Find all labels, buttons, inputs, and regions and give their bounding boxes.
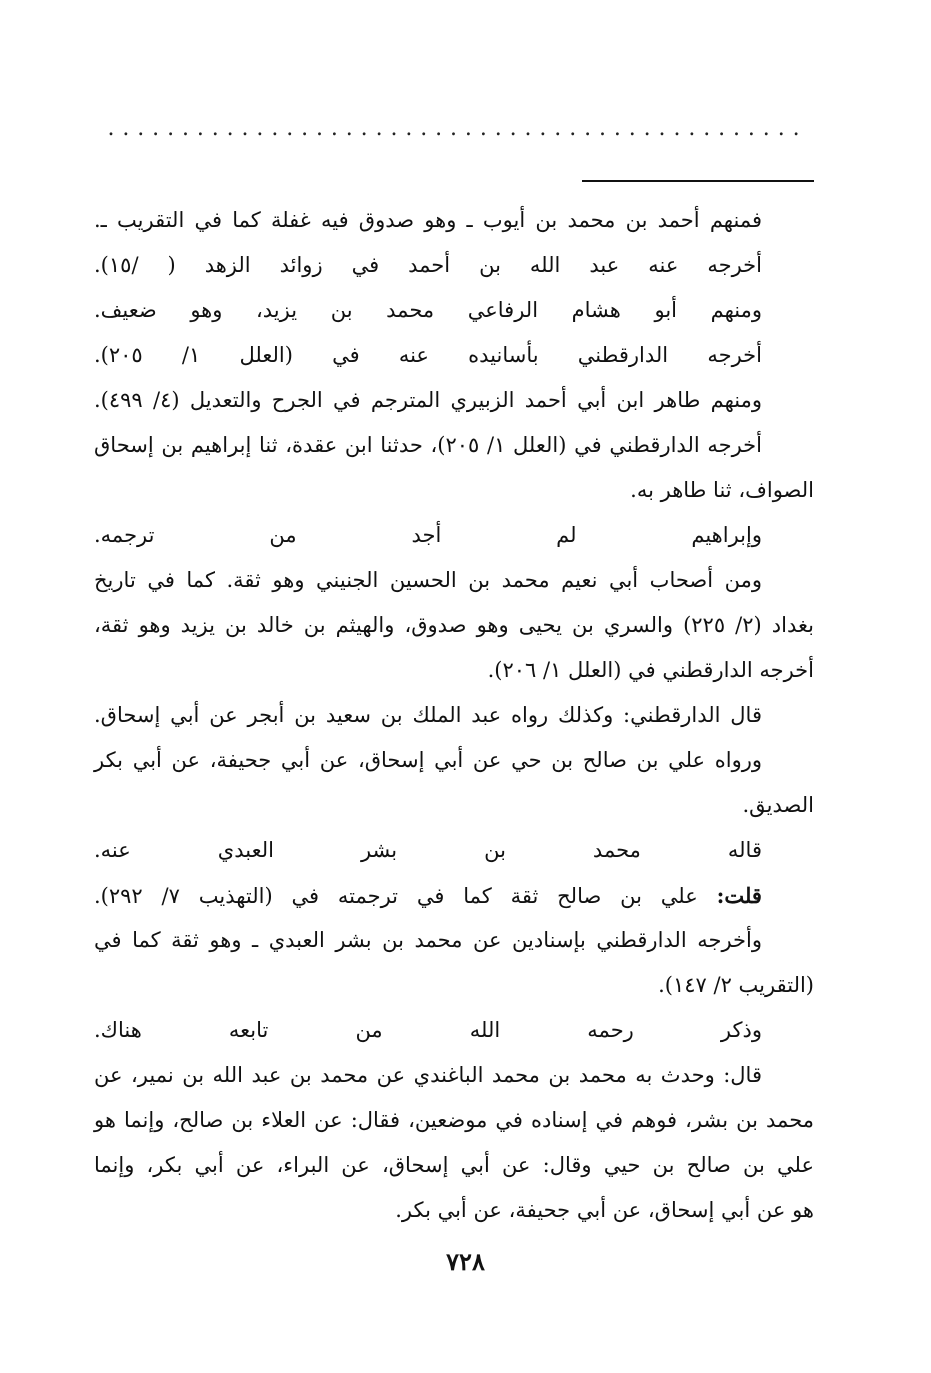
text-line: الصواف، ثنا طاهر به. <box>630 478 814 502</box>
text-line: وإبراهيم لم أجد من ترجمه. <box>94 523 762 547</box>
text-line: هو عن أبي إسحاق، عن أبي جحيفة، عن أبي بكر. <box>395 1198 814 1222</box>
text-span: علي بن صالح ثقة كما في ترجمته في (التهذيب ٧/ ٢٩٢). <box>94 884 717 908</box>
dotted-separator: ............................................... <box>107 116 808 141</box>
text-line: وذكر رحمه الله من تابعه هناك. <box>94 1018 762 1042</box>
text-line: ورواه علي بن صالح بن حي عن أبي إسحاق، عن أبي جحيفة، عن أبي بكر <box>94 748 762 772</box>
text-line: الصديق. <box>742 793 814 817</box>
text-line: بغداد (٢/ ٢٢٥) والسري بن يحيى وهو صدوق، والهيثم بن خالد بن يزيد وهو ثقة، <box>94 613 814 637</box>
text-line: علي بن صالح بن حيي وقال: عن أبي إسحاق، عن البراء، عن أبي بكر، وإنما <box>94 1153 814 1177</box>
text-line: فمنهم أحمد بن محمد بن أيوب ـ وهو صدوق فيه غفلة كما في التقريب ـ. <box>94 208 762 232</box>
text-line-with-lead <box>94 873 814 918</box>
text-line: ومنهم طاهر ابن أبي أحمد الزبيري المترجم في الجرح والتعديل (٤/ ٤٩٩). <box>94 388 762 412</box>
text-line: قاله محمد بن بشر العبدي عنه. <box>94 838 762 862</box>
text-line: قال: وحدث به محمد بن محمد الباغندي عن محمد بن عبد الله بن نمير، عن <box>94 1063 762 1087</box>
text-line: أخرجه الدارقطني في (العلل ١/ ٢٠٦). <box>487 658 814 682</box>
footnote-rule <box>582 180 814 182</box>
text-line: وأخرجه الدارقطني بإسنادين عن محمد بن بشر العبدي ـ وهو ثقة كما في <box>94 928 762 952</box>
text-line: أخرجه الدارقطني في (العلل ١/ ٢٠٥)، حدثنا ابن عقدة، ثنا إبراهيم بن إسحاق <box>94 433 762 457</box>
text-line: ومن أصحاب أبي نعيم محمد بن الحسين الجنيني وهو ثقة. كما في تاريخ <box>94 568 762 592</box>
bold-lead: قلت: <box>716 883 762 908</box>
text-line: (التقريب ٢/ ١٤٧). <box>658 973 814 997</box>
text-line: أخرجه الدارقطني بأسانيده عنه في (العلل ١/ ٢٠٥). <box>94 343 762 367</box>
text-line: قال الدارقطني: وكذلك رواه عبد الملك بن سعيد بن أبجر عن أبي إسحاق. <box>94 703 762 727</box>
page-number: ٧٢٨ <box>446 1247 485 1276</box>
body-text <box>94 198 814 1233</box>
text-line: محمد بن بشر، فوهم في إسناده في موضعين، فقال: عن العلاء بن صالح، وإنما هو <box>94 1108 814 1132</box>
text-line: ومنهم أبو هشام الرفاعي محمد بن يزيد، وهو ضعيف. <box>94 298 762 322</box>
text-line: أخرجه عنه عبد الله بن أحمد في زوائد الزهد ( /١٥). <box>94 253 762 277</box>
